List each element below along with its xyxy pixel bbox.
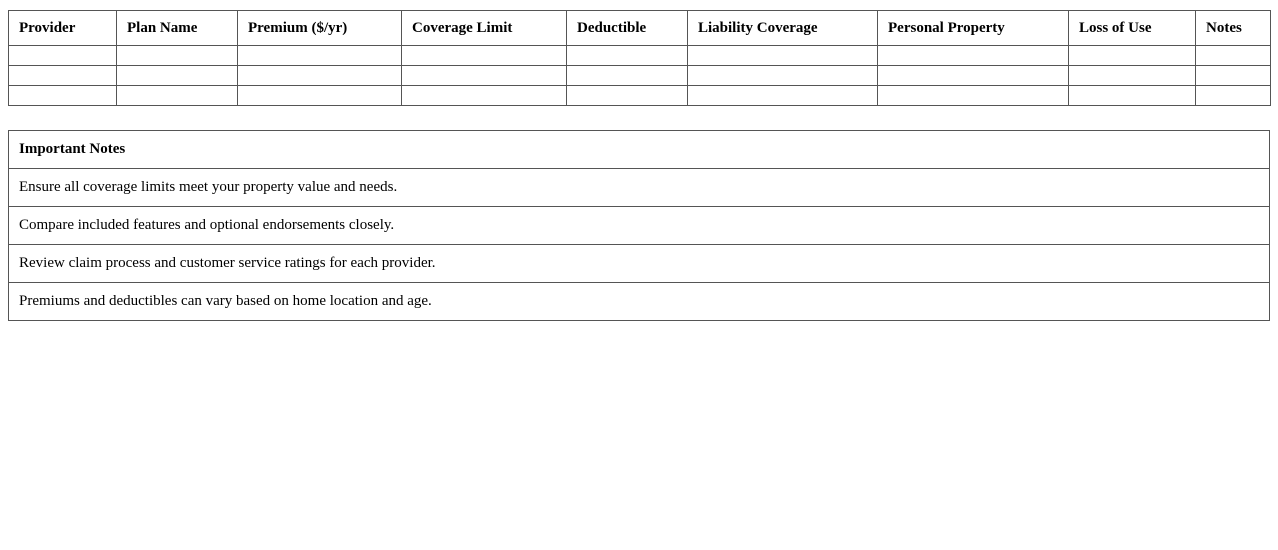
empty-cell bbox=[1069, 66, 1196, 86]
empty-cell bbox=[117, 86, 238, 106]
empty-cell bbox=[878, 66, 1069, 86]
empty-cell bbox=[9, 86, 117, 106]
column-header-liability-coverage: Liability Coverage bbox=[688, 11, 878, 46]
empty-cell bbox=[688, 46, 878, 66]
column-header-deductible: Deductible bbox=[567, 11, 688, 46]
comparison-empty-row bbox=[9, 46, 1271, 66]
notes-row bbox=[9, 283, 1270, 321]
empty-cell bbox=[567, 86, 688, 106]
empty-cell bbox=[567, 66, 688, 86]
empty-cell bbox=[567, 46, 688, 66]
column-header-personal-property: Personal Property bbox=[878, 11, 1069, 46]
empty-cell bbox=[117, 66, 238, 86]
empty-cell bbox=[1196, 46, 1271, 66]
comparison-table-body bbox=[9, 46, 1271, 106]
empty-cell bbox=[9, 66, 117, 86]
empty-cell bbox=[117, 46, 238, 66]
empty-cell bbox=[402, 46, 567, 66]
comparison-header-row bbox=[9, 11, 1271, 46]
empty-cell bbox=[1069, 86, 1196, 106]
empty-cell bbox=[878, 86, 1069, 106]
column-header-coverage-limit: Coverage Limit bbox=[402, 11, 567, 46]
insurance-comparison-table bbox=[8, 10, 1271, 106]
comparison-empty-row bbox=[9, 66, 1271, 86]
notes-row bbox=[9, 207, 1270, 245]
notes-title: Important Notes bbox=[9, 131, 1270, 169]
comparison-empty-row bbox=[9, 86, 1271, 106]
empty-cell bbox=[878, 46, 1069, 66]
note-item: Ensure all coverage limits meet your property value and needs. bbox=[9, 169, 1270, 207]
important-notes-table bbox=[8, 130, 1270, 321]
note-item: Compare included features and optional endorsements closely. bbox=[9, 207, 1270, 245]
column-header-provider: Provider bbox=[9, 11, 117, 46]
column-header-premium: Premium ($/yr) bbox=[238, 11, 402, 46]
empty-cell bbox=[1196, 86, 1271, 106]
empty-cell bbox=[402, 66, 567, 86]
empty-cell bbox=[238, 46, 402, 66]
empty-cell bbox=[1069, 46, 1196, 66]
column-header-plan-name: Plan Name bbox=[117, 11, 238, 46]
empty-cell bbox=[238, 66, 402, 86]
column-header-loss-of-use: Loss of Use bbox=[1069, 11, 1196, 46]
note-item: Review claim process and customer service ratings for each provider. bbox=[9, 245, 1270, 283]
empty-cell bbox=[688, 86, 878, 106]
empty-cell bbox=[1196, 66, 1271, 86]
empty-cell bbox=[9, 46, 117, 66]
column-header-notes: Notes bbox=[1196, 11, 1271, 46]
notes-title-row bbox=[9, 131, 1270, 169]
note-item: Premiums and deductibles can vary based on home location and age. bbox=[9, 283, 1270, 321]
notes-row bbox=[9, 169, 1270, 207]
empty-cell bbox=[238, 86, 402, 106]
notes-row bbox=[9, 245, 1270, 283]
empty-cell bbox=[688, 66, 878, 86]
empty-cell bbox=[402, 86, 567, 106]
